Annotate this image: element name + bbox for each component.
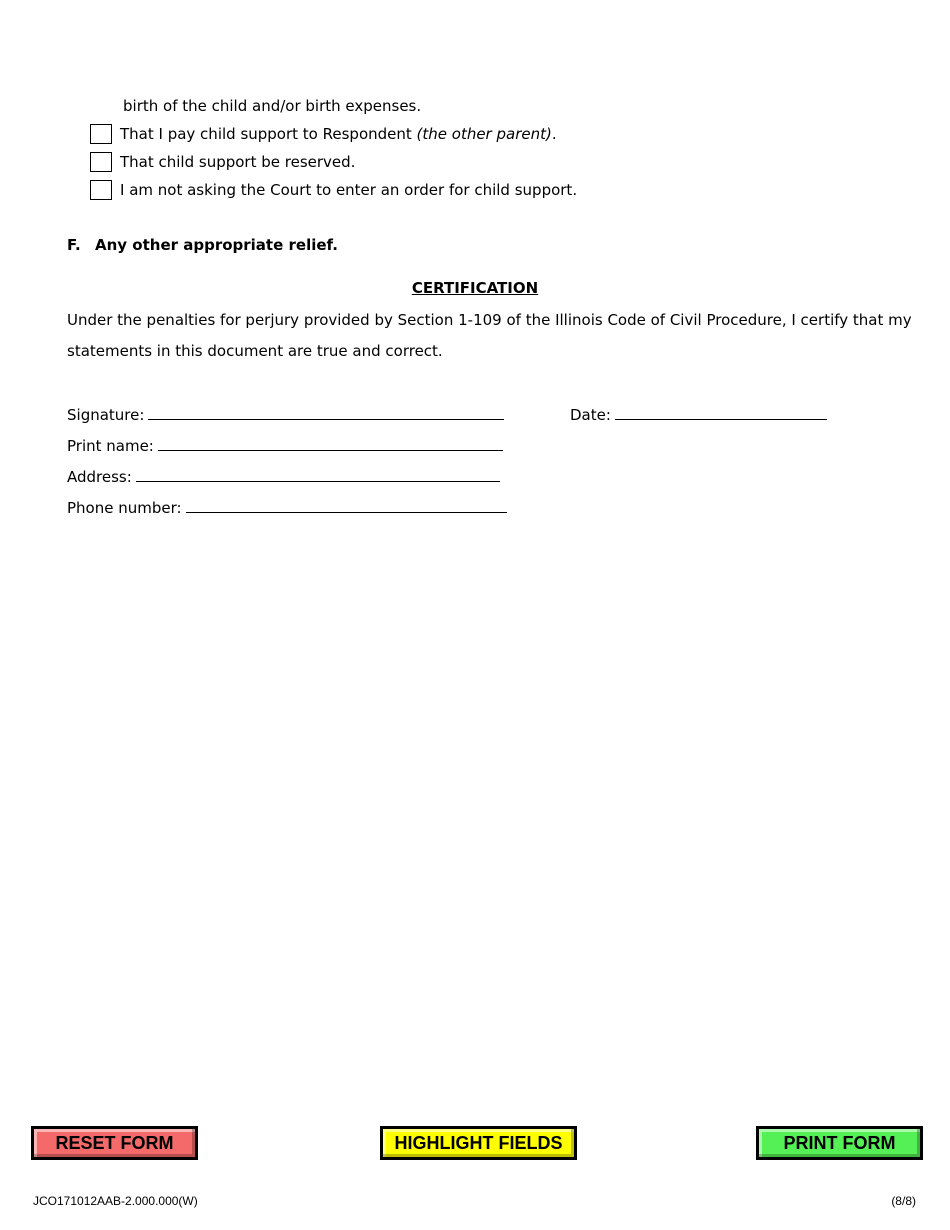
option-text-end: . bbox=[551, 125, 557, 143]
address-row bbox=[67, 466, 500, 486]
intro-line: birth of the child and/or birth expenses. bbox=[123, 97, 422, 115]
option-pay-support bbox=[90, 123, 557, 145]
option-not-asking-label: I am not asking the Court to enter an order for child support. bbox=[120, 181, 578, 199]
date-row bbox=[570, 404, 827, 424]
signature-field[interactable] bbox=[148, 404, 504, 420]
checkbox-pay-support[interactable] bbox=[90, 124, 112, 144]
print-name-field[interactable] bbox=[158, 435, 503, 451]
form-code: JCO171012AAB-2.000.000(W) bbox=[33, 1194, 198, 1208]
certification-line-2: statements in this document are true and correct. bbox=[67, 342, 443, 360]
phone-field[interactable] bbox=[186, 497, 507, 513]
option-pay-support-label bbox=[120, 125, 557, 143]
page-number: (8/8) bbox=[891, 1194, 916, 1208]
date-field[interactable] bbox=[615, 404, 827, 420]
highlight-fields-button[interactable]: HIGHLIGHT FIELDS bbox=[380, 1126, 577, 1160]
print-form-button[interactable]: PRINT FORM bbox=[756, 1126, 923, 1160]
checkbox-reserved[interactable] bbox=[90, 152, 112, 172]
certification-heading: CERTIFICATION bbox=[411, 279, 539, 297]
section-f-label: Any other appropriate relief. bbox=[95, 236, 338, 254]
address-field[interactable] bbox=[136, 466, 500, 482]
reset-form-button[interactable]: RESET FORM bbox=[31, 1126, 198, 1160]
section-f-letter: F. bbox=[67, 236, 81, 254]
signature-row bbox=[67, 404, 504, 424]
option-reserved bbox=[90, 151, 355, 173]
phone-row bbox=[67, 497, 507, 517]
print-name-label: Print name: bbox=[67, 437, 154, 455]
certification-line-1: Under the penalties for perjury provided by Section 1-109 of the Illinois Code of Civil Procedure, I certify that my bbox=[67, 311, 912, 329]
option-text: That I pay child support to Respondent bbox=[120, 125, 417, 143]
date-label: Date: bbox=[570, 406, 611, 424]
print-name-row bbox=[67, 435, 503, 455]
checkbox-not-asking[interactable] bbox=[90, 180, 112, 200]
phone-label: Phone number: bbox=[67, 499, 182, 517]
option-italic-text: (the other parent) bbox=[416, 125, 552, 143]
signature-label: Signature: bbox=[67, 406, 145, 424]
option-reserved-label: That child support be reserved. bbox=[120, 153, 356, 171]
address-label: Address: bbox=[67, 468, 132, 486]
option-not-asking bbox=[90, 179, 577, 201]
